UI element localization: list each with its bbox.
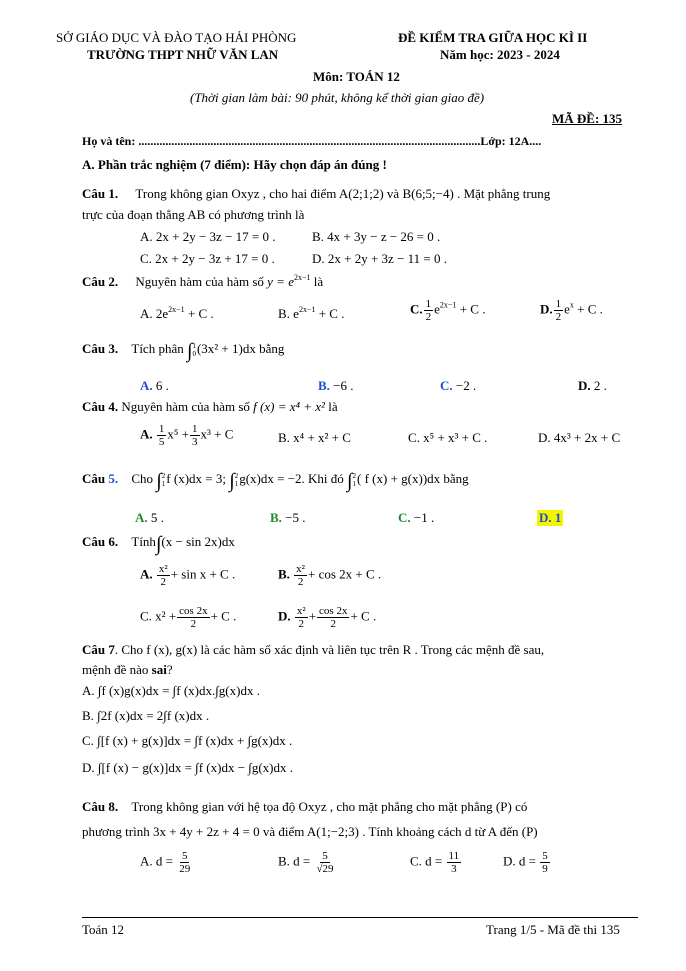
numerator: 5 — [322, 850, 328, 862]
answer-text: + C . — [573, 301, 603, 317]
answer-exp: 2x−1 — [298, 305, 316, 314]
numerator: 1 — [425, 298, 432, 310]
dept-name: SỞ GIÁO DỤC VÀ ĐÀO TẠO HẢI PHÒNG — [56, 30, 297, 45]
question-3 — [82, 340, 284, 363]
answer-b — [278, 850, 337, 875]
answer-text: x⁵ + — [167, 426, 190, 442]
question-4 — [82, 399, 338, 415]
answer-text: + C . — [350, 608, 377, 624]
fraction — [315, 850, 336, 875]
answer-c — [398, 510, 434, 526]
answer-text: C. x² + — [140, 608, 177, 624]
school-year: Năm học: 2023 - 2024 — [440, 47, 560, 62]
question-tail: bằng — [259, 341, 285, 356]
integral-sign: ∫ — [155, 533, 162, 555]
answer-d — [578, 378, 607, 394]
numerator: cos 2x — [179, 605, 208, 617]
answer-value: −5 . — [285, 510, 306, 525]
subject: Môn: TOÁN 12 — [313, 69, 400, 84]
answer-label: C. — [440, 378, 453, 393]
numerator: 1 — [192, 423, 198, 435]
answer-b — [278, 563, 381, 588]
lower-limit: 1 — [352, 480, 357, 489]
answer-d — [503, 850, 551, 875]
integral-sign: ∫ — [229, 470, 235, 492]
answer-label: B. — [318, 378, 330, 393]
question-label: Câu 6. — [82, 534, 119, 549]
answer-text: + sin x + C . — [170, 566, 236, 582]
answer-a: A. ∫f (x)g(x)dx = ∫f (x)dx.∫g(x)dx . — [82, 683, 260, 698]
denominator: 2 — [555, 311, 562, 323]
answer-label: A. — [140, 566, 153, 582]
integrand: f (x)dx = 3; — [166, 471, 226, 486]
question-expr: y = e — [267, 274, 294, 289]
denominator: 9 — [542, 863, 548, 875]
lower-limit: 1 — [161, 480, 166, 489]
upper-limit: 2 — [352, 472, 357, 481]
denominator: 29 — [179, 863, 191, 875]
fraction — [317, 605, 349, 630]
question-text: mệnh đề nào — [82, 662, 149, 677]
answer-exp: 2x−1 — [168, 305, 185, 314]
numerator: cos 2x — [319, 605, 348, 617]
section-title: A. Phần trắc nghiệm (7 điểm): Hãy chọn đáp án đúng ! — [82, 157, 387, 172]
name-class-field: Họ và tên: ..................................................................................................................Lớp: 12A.... — [82, 134, 542, 148]
answer-a — [140, 305, 214, 322]
answer-c — [410, 298, 485, 323]
question-text: ? — [166, 662, 173, 677]
integrand: ( f (x) + g(x))dx — [357, 471, 441, 486]
answer-label: A. — [140, 378, 153, 393]
denominator: √29 — [316, 863, 334, 875]
answer-text: x³ + C — [200, 426, 234, 442]
answer-value: 5 . — [150, 510, 164, 525]
answer-value: 2 . — [593, 378, 607, 393]
question-label: Câu 3. — [82, 341, 119, 356]
answer-value: 6 . — [155, 378, 169, 393]
answer-d: D. 4x³ + 2x + C — [538, 430, 621, 445]
answer-c: C. x⁵ + x³ + C . — [408, 430, 488, 445]
integral-limits — [192, 342, 196, 358]
lower-limit: 1 — [234, 480, 239, 489]
answer-text: + cos 2x + C . — [307, 566, 382, 582]
exam-time: (Thời gian làm bài: 90 phút, không kể thời gian giao đề) — [190, 90, 485, 105]
answer-a — [140, 563, 235, 588]
integral-limits — [353, 472, 357, 488]
question-text-cont: phương trình 3x + 4y + 2z + 4 = 0 và điểm A(1;−2;3) . Tính khoảng cách d từ A đến (P) — [82, 824, 538, 839]
question-tail: là — [313, 274, 324, 289]
denominator: 3 — [192, 436, 198, 448]
exam-code: MÃ ĐỀ: 135 — [552, 111, 623, 126]
integral-sign: ∫ — [347, 470, 353, 492]
answer-value: −6 . — [333, 378, 354, 393]
answer-c — [140, 605, 236, 630]
question-label: Câu 2. — [82, 274, 119, 289]
integral-limits — [162, 472, 166, 488]
answer-text: A. d = — [140, 853, 173, 869]
answer-value: −1 . — [413, 510, 435, 525]
question-text: Trong không gian với hệ tọa độ Oxyz , cho mặt phẳng cho mặt phẳng (P) có — [131, 799, 528, 814]
answer-b — [278, 305, 344, 322]
school-name: TRƯỜNG THPT NHỮ VĂN LAN — [87, 47, 279, 62]
answer-exp: x — [569, 300, 574, 310]
question-label: Câu 7 — [82, 642, 115, 657]
question-tail: bằng — [443, 471, 469, 486]
upper-limit: 1 — [192, 342, 196, 351]
question-8 — [82, 799, 527, 815]
question-2 — [82, 273, 323, 290]
answer-a — [135, 510, 164, 526]
answer-text: + C . — [315, 306, 345, 321]
footer-page: Trang 1/5 - Mã đề thi 135 — [486, 922, 620, 937]
question-tail: là — [328, 399, 338, 414]
answer-d: D. 2x + 2y + 3z − 11 = 0 . — [312, 251, 448, 266]
answer-label: C. — [398, 510, 411, 525]
numerator: x² — [296, 563, 305, 575]
fraction — [177, 605, 209, 630]
answer-label: D. — [278, 608, 291, 624]
answer-text: B. d = — [278, 853, 311, 869]
answer-text: C. d = — [410, 853, 443, 869]
answer-label: D. — [578, 378, 591, 393]
fraction — [447, 850, 462, 875]
question-label: Câu 1. — [82, 186, 119, 201]
answer-text: A. 2e — [140, 306, 169, 321]
fraction — [157, 563, 170, 588]
question-7 — [82, 642, 544, 658]
question-6 — [82, 533, 235, 556]
answer-label: B. — [270, 510, 282, 525]
question-text: Tính — [131, 534, 156, 549]
answer-a — [140, 423, 233, 448]
question-text-cont — [82, 662, 173, 678]
question-text: Trong không gian Oxyz , cho hai điểm A(2;1;2) và B(6;5;−4) . Mặt phẳng trung — [135, 186, 551, 201]
answer-text: B. e — [278, 306, 299, 321]
question-label: Câu 4. — [82, 399, 119, 414]
answer-c — [410, 850, 462, 875]
answer-c — [440, 378, 476, 394]
question-text: Nguyên hàm của hàm số — [135, 274, 264, 289]
question-expr: f (x) = x⁴ + x² — [253, 399, 325, 414]
question-label: Câu 5. — [82, 471, 119, 486]
upper-limit: 2 — [161, 472, 166, 481]
answer-text: + C . — [184, 306, 214, 321]
answer-d: D. ∫[f (x) − g(x)]dx = ∫f (x)dx − ∫g(x)dx . — [82, 760, 294, 775]
fraction — [177, 850, 192, 875]
answer-d — [278, 605, 376, 630]
integral-sign: ∫ — [186, 340, 193, 362]
answer-label: A. — [135, 510, 148, 525]
answer-value: −2 . — [455, 378, 477, 393]
footer-rule — [82, 917, 638, 918]
answer-a — [140, 378, 169, 394]
answer-text: + — [308, 608, 317, 624]
answer-c: C. 2x + 2y − 3z + 17 = 0 . — [140, 251, 275, 266]
integral-sign: ∫ — [156, 470, 162, 492]
answer-b: B. 4x + 3y − z − 26 = 0 . — [312, 229, 441, 244]
answer-exp: 2x−1 — [439, 300, 457, 310]
fraction — [554, 298, 564, 323]
denominator: 2 — [330, 618, 336, 630]
answer-a: A. 2x + 2y − 3z − 17 = 0 . — [140, 229, 276, 244]
question-5 — [82, 470, 469, 493]
answer-b — [318, 378, 354, 394]
question-text: Nguyên hàm của hàm số — [121, 399, 250, 414]
numerator: x² — [296, 605, 306, 617]
numerator: 11 — [448, 850, 460, 862]
answer-text: + C . — [456, 301, 486, 317]
lower-limit: 0 — [192, 350, 196, 359]
denominator: 3 — [451, 863, 457, 875]
answer-text: e — [564, 301, 570, 317]
denominator: 2 — [160, 576, 167, 588]
question-text: . Khi đó — [301, 471, 344, 486]
answer-text: e — [434, 301, 440, 317]
fraction — [190, 423, 200, 448]
question-text: . Cho f (x), g(x) là các hàm số xác định và liên tục trên R . Trong các mệnh đề sau, — [114, 642, 545, 657]
integrand: g(x)dx = −2 — [239, 471, 302, 486]
question-text: Tích phân — [131, 341, 184, 356]
fraction — [424, 298, 434, 323]
answer-b: B. ∫2f (x)dx = 2∫f (x)dx . — [82, 708, 210, 723]
answer-b — [270, 510, 306, 526]
denominator: 2 — [297, 576, 304, 588]
denominator: 2 — [298, 618, 305, 630]
answer-a — [140, 850, 193, 875]
fraction — [294, 563, 307, 588]
answer-label: D. — [540, 301, 553, 317]
answer-c: C. ∫[f (x) + g(x)]dx = ∫f (x)dx + ∫g(x)dx . — [82, 733, 293, 748]
answer-text: + C . — [210, 608, 237, 624]
upper-limit: 2 — [234, 472, 239, 481]
fraction — [157, 423, 167, 448]
emphasis: sai — [151, 662, 167, 677]
answer-label: C. — [410, 301, 423, 317]
answer-b: B. x⁴ + x² + C — [278, 430, 351, 445]
answer-d — [540, 298, 603, 323]
question-text-cont: trực của đoạn thẳng AB có phương trình là — [82, 207, 305, 222]
denominator: 2 — [190, 618, 197, 630]
denominator: 5 — [158, 436, 165, 448]
integrand: (x − sin 2x)dx — [161, 534, 235, 549]
numerator: 5 — [542, 850, 548, 862]
exam-title: ĐỀ KIỂM TRA GIỮA HỌC KÌ II — [398, 30, 588, 45]
answer-d-highlighted: D. 1 — [539, 510, 562, 525]
fraction — [295, 605, 308, 630]
integral-limits — [235, 472, 239, 488]
question-text: Cho — [131, 471, 154, 486]
numerator: 5 — [181, 850, 188, 862]
footer-subject: Toán 12 — [82, 922, 125, 937]
question-1 — [82, 186, 550, 202]
answer-label: A. — [140, 426, 153, 442]
fraction — [540, 850, 550, 875]
answer-text: D. d = — [503, 853, 536, 869]
question-label: Câu 8. — [82, 799, 119, 814]
numerator: 1 — [158, 423, 165, 435]
answer-label: B. — [278, 566, 290, 582]
integrand: (3x² + 1)dx — [196, 341, 256, 356]
numerator: x² — [158, 563, 168, 575]
question-exp: 2x−1 — [293, 273, 311, 282]
denominator: 2 — [425, 311, 432, 323]
numerator: 1 — [555, 298, 562, 310]
